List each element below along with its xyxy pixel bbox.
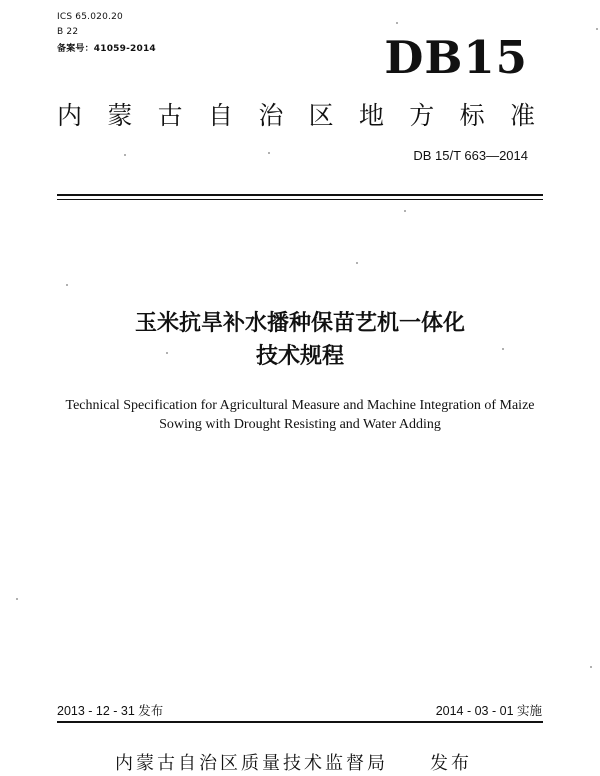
issuer: 内蒙古自治区质量技术监督局 发布 [115, 753, 472, 774]
standard-category [57, 100, 535, 132]
title-cn-line2: 技术规程 [255, 344, 344, 369]
category-char: 治 [258, 101, 284, 130]
category-char: 地 [358, 101, 384, 130]
category-char: 标 [459, 101, 485, 130]
title-en-line1: Technical Specification for Agricultural Measure and Machine Integration of Maize [65, 398, 535, 413]
standard-code: DB15 [384, 31, 528, 84]
ccs-code: B 22 [57, 27, 79, 37]
scan-speck [66, 284, 68, 286]
scan-speck [356, 262, 358, 264]
scan-speck [590, 666, 592, 668]
footer-rule [57, 721, 543, 723]
scan-speck [404, 210, 406, 212]
ics-code: ICS 65.020.20 [57, 12, 123, 22]
category-char: 内 [57, 101, 83, 130]
category-char: 蒙 [107, 101, 133, 130]
category-char: 区 [308, 101, 334, 130]
title-en-line2: Sowing with Drought Resisting and Water Adding [159, 417, 441, 432]
issue-date: 2013 - 12 - 31 发布 [57, 704, 164, 718]
header-rule [57, 194, 543, 196]
scan-speck [166, 352, 168, 354]
scan-speck [268, 152, 270, 154]
category-char: 准 [509, 101, 535, 130]
standard-number: DB 15/T 663—2014 [413, 148, 528, 163]
category-char: 方 [409, 101, 435, 130]
category-char: 古 [157, 101, 183, 130]
scan-speck [16, 598, 18, 600]
scan-speck [596, 28, 598, 30]
filing-number: 备案号：41059-2014 [57, 44, 156, 54]
title-cn-line1: 玉米抗旱补水播种保苗艺机一体化 [134, 311, 465, 336]
scan-speck [502, 348, 504, 350]
header-rule-thin [57, 199, 543, 200]
implementation-date: 2014 - 03 - 01 实施 [435, 704, 542, 718]
scan-speck [396, 22, 398, 24]
scan-speck [124, 154, 126, 156]
category-char: 自 [207, 101, 233, 130]
